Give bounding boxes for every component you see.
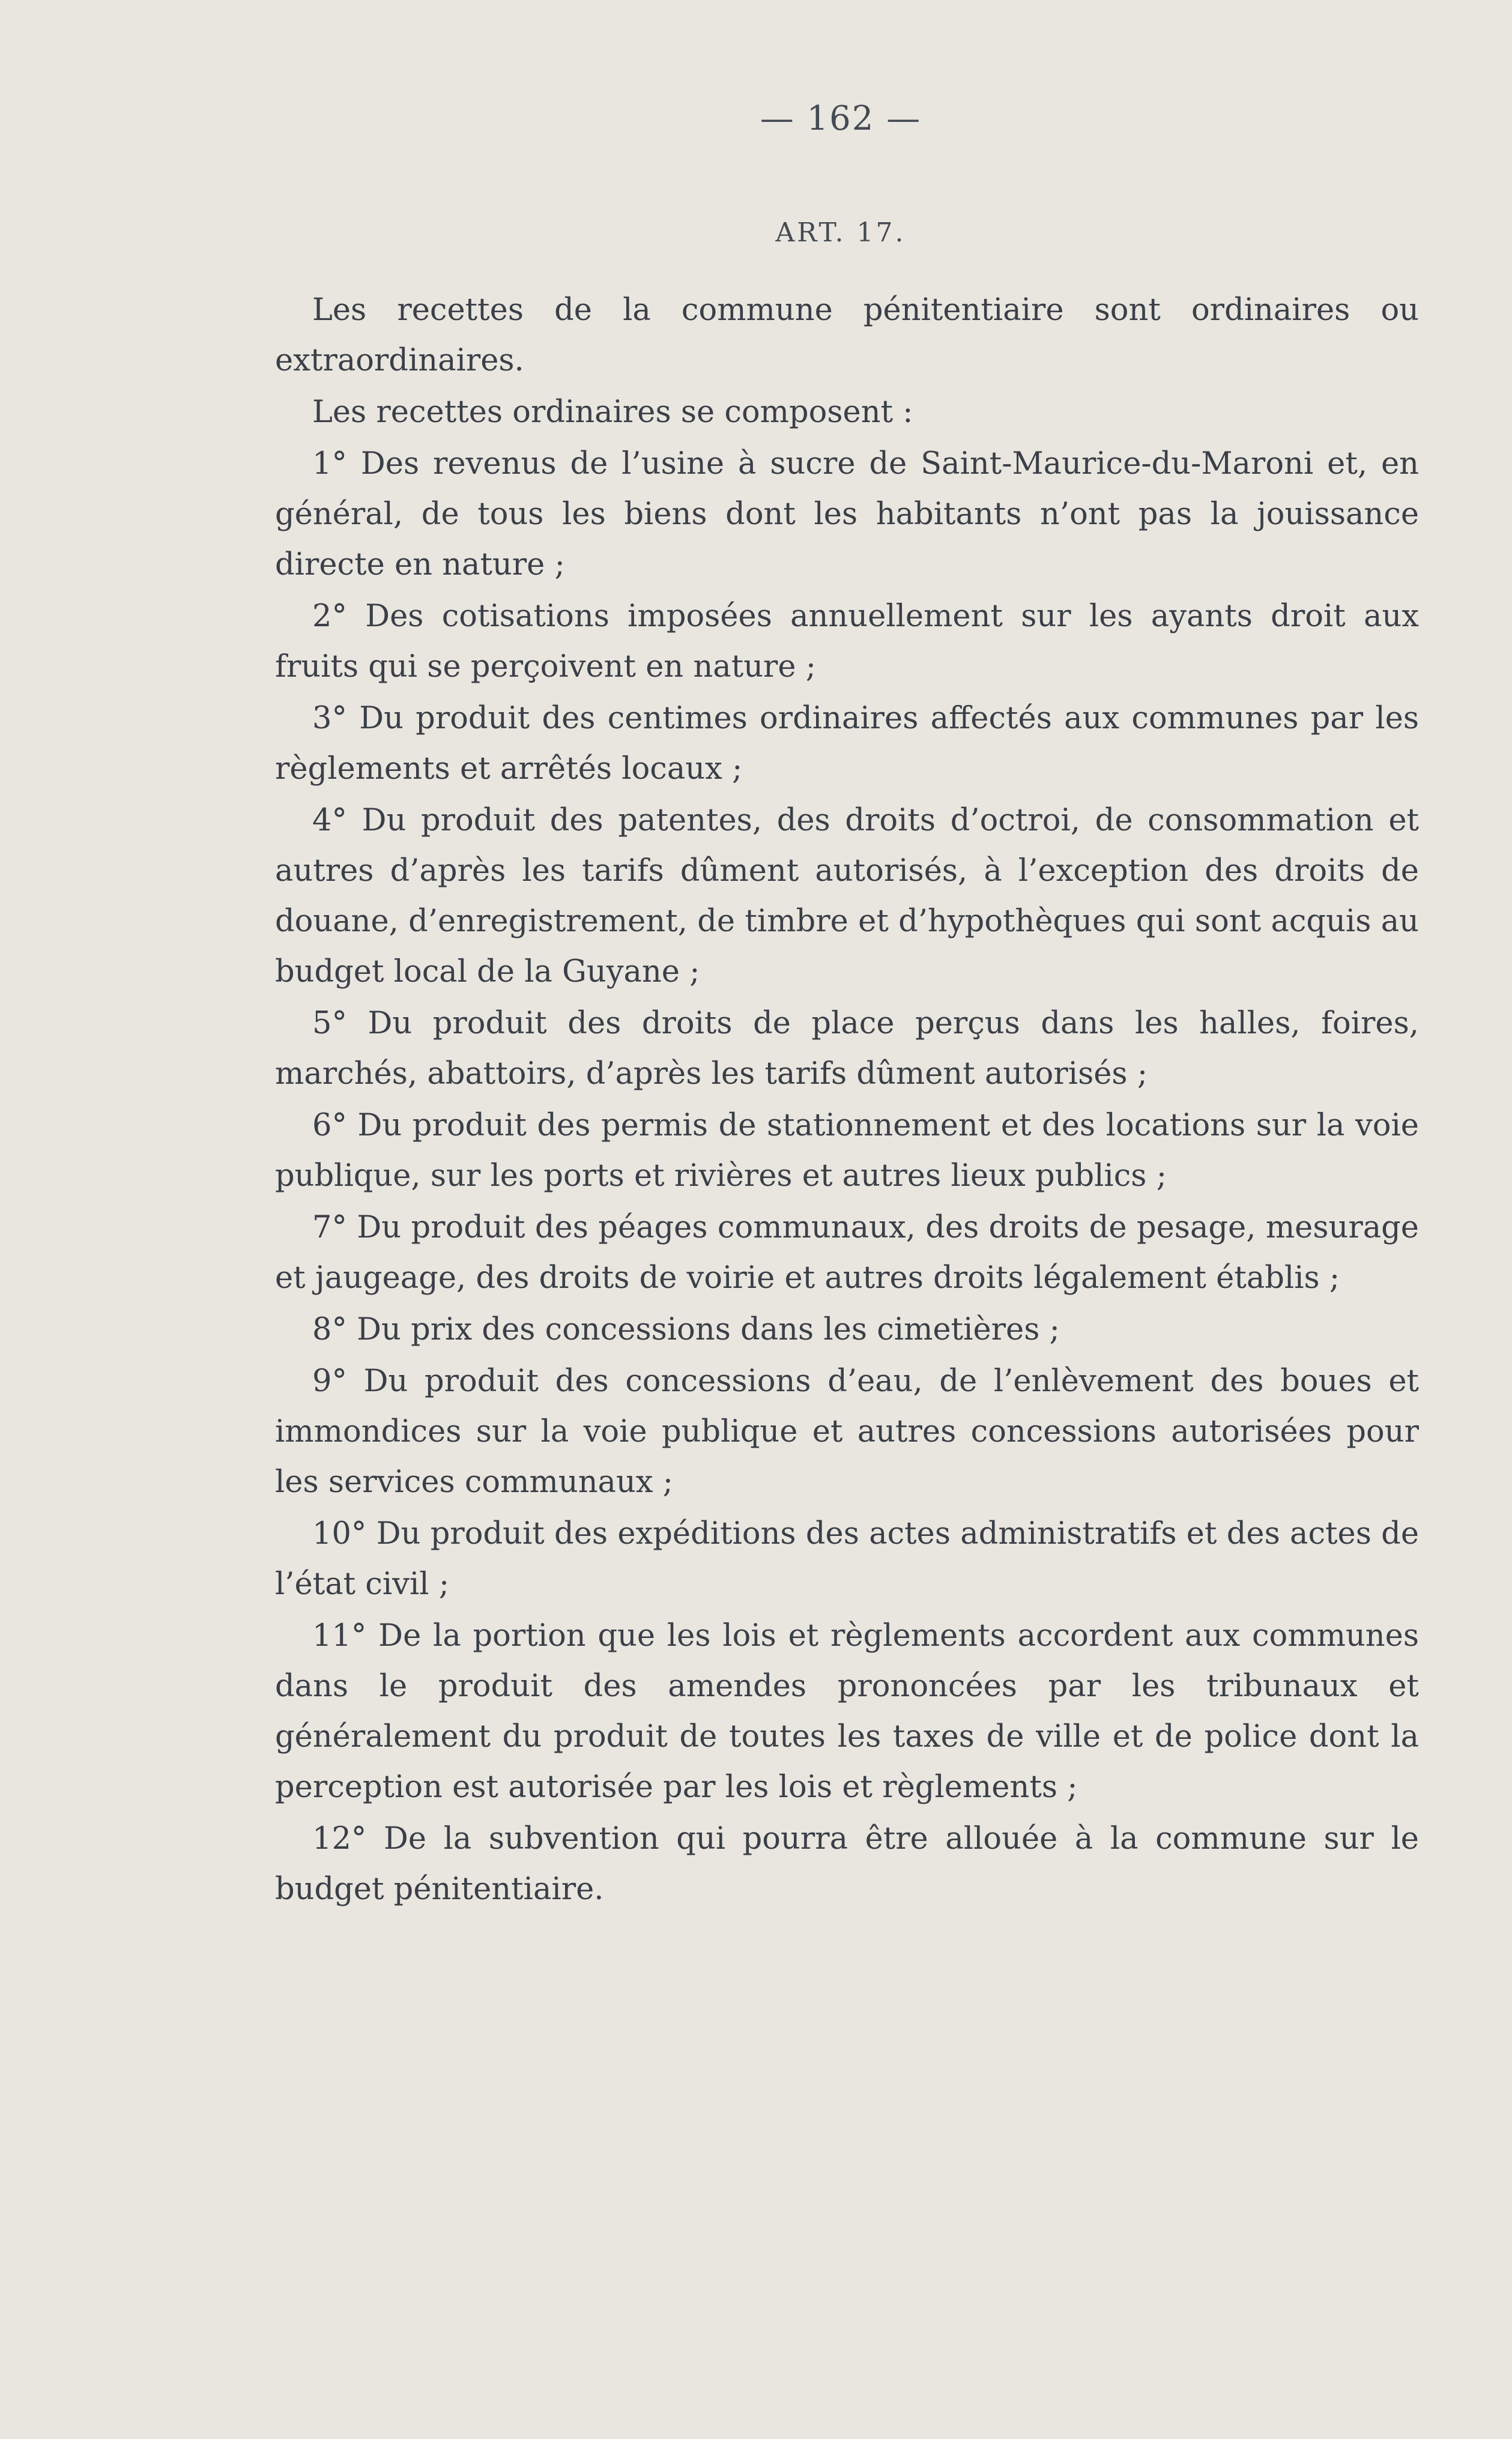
list-item: 10° Du produit des expéditions des actes administratifs et des actes de l’état civil ; bbox=[275, 1516, 1419, 1602]
list-item: 5° Du produit des droits de place perçus dans les halles, foires, marchés, abattoirs, d’après les tarifs dûment autorisés ; bbox=[275, 1006, 1419, 1092]
article-heading: ART. 17. bbox=[775, 217, 906, 248]
page-number: — 162 — bbox=[760, 99, 922, 138]
list-item: 11° De la portion que les lois et règlements accordent aux communes dans le produit des amendes prononcées par les tribunaux et généralement du produit de toutes les taxes de ville et de police dont la perception est autorisée par les lois et règlements ; bbox=[275, 1618, 1419, 1805]
list-item: 6° Du produit des permis de stationnement et des locations sur la voie publique, sur les ports et rivières et autres lieux publics ; bbox=[275, 1108, 1419, 1194]
list-item: 3° Du produit des centimes ordinaires affectés aux communes par les règlements et arrêtés locaux ; bbox=[275, 701, 1419, 787]
list-item: 4° Du produit des patentes, des droits d’octroi, de consommation et autres d’après les tarifs dûment autorisés, à l’exception des droits de douane, d’enregistrement, de timbre et d’hypothèques qui sont acquis au budget local de la Guyane ; bbox=[275, 803, 1419, 990]
list-item: 2° Des cotisations imposées annuellement sur les ayants droit aux fruits qui se perçoivent en nature ; bbox=[275, 599, 1419, 685]
list-item: 1° Des revenus de l’usine à sucre de Saint-Maurice-du-Maroni et, en général, de tous les biens dont les habitants n’ont pas la jouissance directe en nature ; bbox=[275, 446, 1419, 582]
list-item: 7° Du produit des péages communaux, des droits de pesage, mesurage et jaugeage, des droits de voirie et autres droits légalement établis ; bbox=[275, 1210, 1419, 1296]
document-body bbox=[275, 285, 1419, 1916]
paragraph: Les recettes de la commune pénitentiaire sont ordinaires ou extraordinaires. bbox=[275, 292, 1419, 378]
list-item: 8° Du prix des concessions dans les cimetières ; bbox=[312, 1312, 1060, 1347]
paragraph: Les recettes ordinaires se composent : bbox=[312, 394, 913, 430]
list-item: 12° De la subvention qui pourra être allouée à la commune sur le budget pénitentiaire. bbox=[275, 1821, 1419, 1907]
list-item: 9° Du produit des concessions d’eau, de l’enlèvement des boues et immondices sur la voie publique et autres concessions autorisées pour les services communaux ; bbox=[275, 1364, 1419, 1500]
